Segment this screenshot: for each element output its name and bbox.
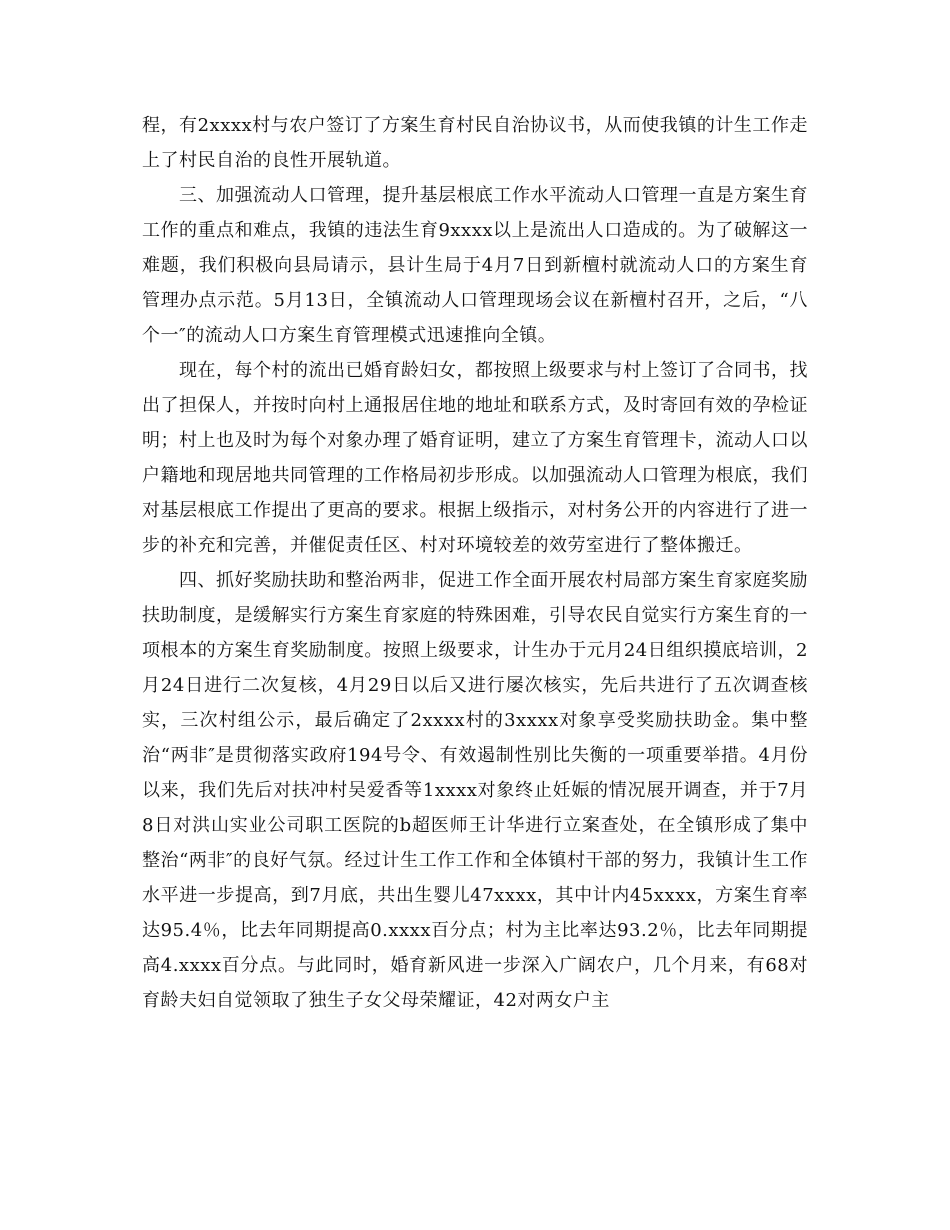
paragraph-continued: 程，有2xxxx村与农户签订了方案生育村民自治协议书，从而使我镇的计生工作走上了村民自治的良性开展轨道。 [142,115,808,171]
paragraph-section-three: 三、加强流动人口管理，提升基层根底工作水平流动人口管理一直是方案生育工作的重点和难点，我镇的违法生育9xxxx以上是流出人口造成的。为了破解这一难题，我们积极向县局请示，县计生局于4月7日到新檀村就流动人口的方案生育管理办点示范。5月13日，全镇流动人口管理现场会议在新檀村召开，之后，“八个一″的流动人口方案生育管理模式迅速推向全镇。 [142,185,808,346]
paragraph-section-four: 四、抓好奖励扶助和整治两非，促进工作全面开展农村局部方案生育家庭奖励扶助制度，是缓解实行方案生育家庭的特殊困难，引导农民自觉实行方案生育的一项根本的方案生育奖励制度。按照上级要求，计生办于元月24日组织摸底培训，2月24日进行二次复核，4月29日以后又进行屡次核实，先后共进行了五次调查核实，三次村组公示，最后确定了2xxxx村的3xxxx对象享受奖励扶助金。集中整治“两非″是贯彻落实政府194号令、有效遏制性别比失衡的一项重要举措。4月份以来，我们先后对扶冲村吴爱香等1xxxx对象终止妊娠的情况展开调查，并于7月8日对洪山实业公司职工医院的b超医师王计华进行立案查处，在全镇形成了集中整治“两非″的良好气氛。经过计生工作工作和全体镇村干部的努力，我镇计生工作水平进一步提高，到7月底，共出生婴儿47xxxx，其中计内45xxxx，方案生育率达95.4％，比去年同期提高0.xxxx百分点；村为主比率达93.2％，比去年同期提高4.xxxx百分点。与此同时，婚育新风进一步深入广阔农户，几个月来，有68对育龄夫妇自觉领取了独生子女父母荣耀证，42对两女户主 [142,570,808,1011]
paragraph-current-status: 现在，每个村的流出已婚育龄妇女，都按照上级要求与村上签订了合同书，找出了担保人，并按时向村上通报居住地的地址和联系方式，及时寄回有效的孕检证明；村上也及时为每个对象办理了婚育证明，建立了方案生育管理卡，流动人口以户籍地和现居地共同管理的工作格局初步形成。以加强流动人口管理为根底，我们对基层根底工作提出了更高的要求。根据上级指示，对村务公开的内容进行了进一步的补充和完善，并催促责任区、村对环境较差的效劳室进行了整体搬迁。 [142,360,808,556]
document-body [142,108,808,1018]
